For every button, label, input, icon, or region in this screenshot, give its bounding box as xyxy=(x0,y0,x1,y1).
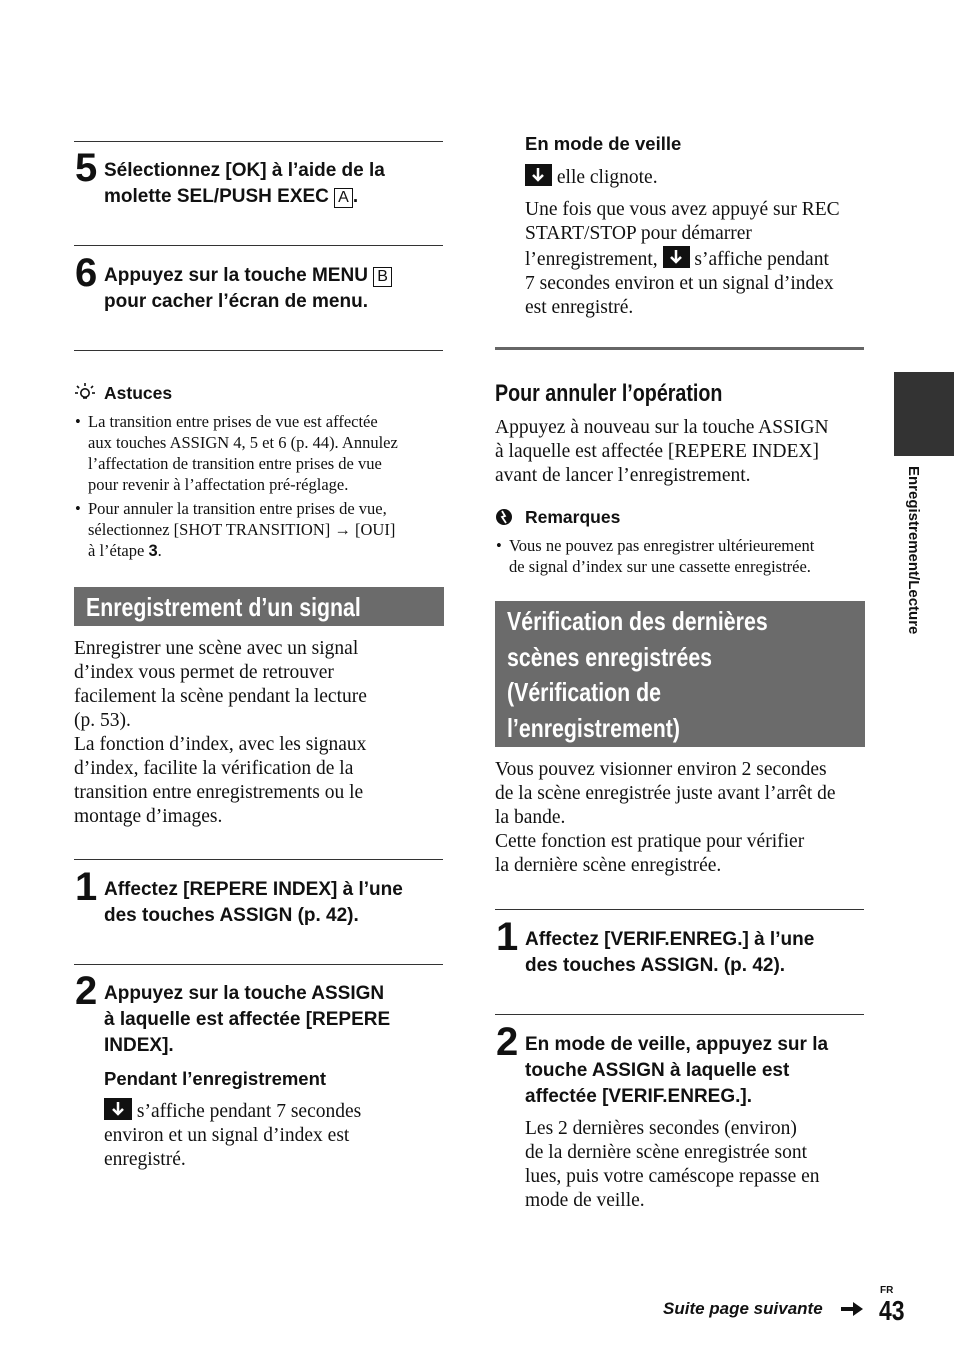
notes-title: Remarques xyxy=(525,507,621,527)
subheading: Pendant l’enregistrement xyxy=(104,1068,327,1089)
index-mark-icon xyxy=(525,164,552,186)
divider xyxy=(74,245,443,246)
step-2-body: s’affiche pendant 7 secondes environ et un signal d’index est enregistré. xyxy=(104,1098,449,1172)
divider xyxy=(74,964,443,965)
divider xyxy=(495,909,864,910)
subheading: En mode de veille xyxy=(525,133,682,154)
chapter-tab xyxy=(894,372,954,456)
arrow-right-icon: → xyxy=(334,520,351,539)
step-5-heading: Sélectionnez [OK] à l’aide de la molette SEL/PUSH EXEC A . xyxy=(104,160,385,207)
divider xyxy=(495,1014,864,1015)
cancel-body: Appuyez à nouveau sur la touche ASSIGN à laquelle est affectée [REPERE INDEX] avant de lancer l’enregistrement. xyxy=(495,417,829,486)
step-number: 6 xyxy=(75,251,98,295)
step-2-heading: Appuyez sur la touche ASSIGN à laquelle est affectée [REPERE INDEX]. xyxy=(104,983,391,1056)
continue-text: Suite page suivante xyxy=(663,1299,823,1318)
step-number: 5 xyxy=(75,146,98,190)
step-number: 2 xyxy=(496,1020,519,1064)
step-2-heading: En mode de veille, appuyez sur la touche ASSIGN à laquelle est affectée [VERIF.ENREG.]. xyxy=(525,1034,829,1107)
index-mark-icon xyxy=(104,1098,132,1120)
standby-body: elle clignote. Une fois que vous avez appuyé sur REC START/STOP pour démarrer l’enregistrement, s’affiche pendant 7 secondes environ et un signal d’index est enregistré. xyxy=(525,164,865,320)
divider xyxy=(74,350,443,351)
language-code: FR xyxy=(880,1285,894,1296)
cancel-title: Pour annuler l’opération xyxy=(495,380,723,407)
step-number: 1 xyxy=(75,865,98,909)
chapter-label: Enregistrement/Lecture xyxy=(905,466,922,635)
button-label-b: B xyxy=(373,267,392,287)
step-6-heading: Appuyez sur la touche MENU B pour cacher l’écran de menu. xyxy=(104,263,444,315)
lightbulb-icon xyxy=(74,381,96,403)
step-1-heading: Affectez [VERIF.ENREG.] à l’une des touches ASSIGN. (p. 42). xyxy=(525,929,815,976)
tips-title: Astuces xyxy=(104,383,173,403)
step-2-body: Les 2 dernières secondes (environ) de la dernière scène enregistrée sont lues, puis votre caméscope repasse en mode de veille. xyxy=(525,1118,820,1211)
section-intro: Vous pouvez visionner environ 2 secondes de la scène enregistrée juste avant l’arrêt de la bande. Cette fonction est pratique pour vérifier la dernière scène enregistrée. xyxy=(495,759,836,876)
index-mark-icon xyxy=(663,246,690,268)
section-banner: Vérification des dernières scènes enregistrées (Vérification de l’enregistrement) xyxy=(495,601,865,747)
step-number: 1 xyxy=(496,915,519,959)
arrow-right-icon xyxy=(840,1301,864,1317)
page-number: 43 xyxy=(879,1295,905,1326)
section-banner: Enregistrement d’un signal xyxy=(74,587,444,626)
button-label-a: A xyxy=(334,188,353,208)
section-intro: Enregistrer une scène avec un signal d’index vous permet de retrouver facilement la scène pendant la lecture (p. 53). La fonction d’index, avec les signaux d’index, facilite la vérification de la transition entre enregistrements ou le montage d’images. xyxy=(74,638,367,827)
step-1-heading: Affectez [REPERE INDEX] à l’une des touches ASSIGN (p. 42). xyxy=(104,879,403,926)
caution-icon xyxy=(495,508,513,526)
divider xyxy=(495,347,864,350)
divider xyxy=(74,141,443,142)
divider xyxy=(74,859,443,860)
step-number: 2 xyxy=(75,969,98,1013)
